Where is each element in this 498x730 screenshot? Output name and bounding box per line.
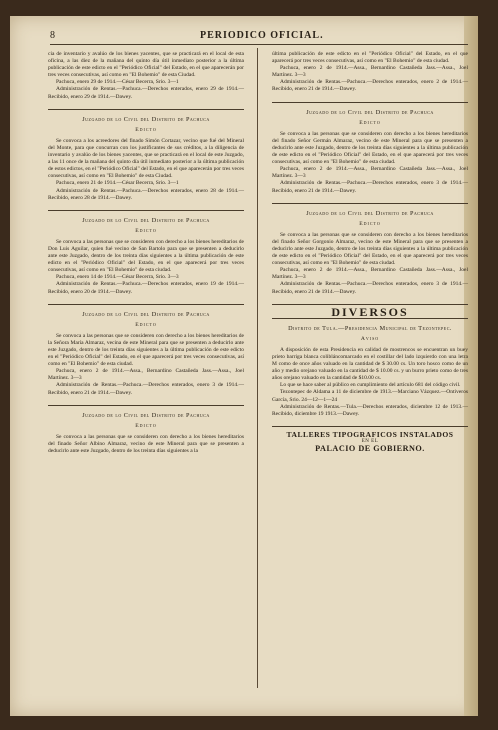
section-heading: Juzgado de lo Civil del Distrito de Pachuca [306,108,434,116]
section-signature: Pachuca, enero 2 de 1914.—Assa., Bernardino Castañeda Jass.—Assa., Joel Martínez. 3—3 [272,166,468,180]
diversos-note: Lo que se hace saber al público en cumplimiento del artículo 681 del código civil. [280,382,461,389]
section-body: Se convoca a las personas que se consideren con derecho a los bienes hereditarios del finado Señor Albino Almaraz, vecino de este Mineral para que se presenten a deducirlo ante este Juzgado, dentro de los treinta días siguientes a la [48,433,244,455]
section-sub: Edicto [359,119,381,126]
section-rule [48,304,244,305]
diversos-heading: Distrito de Tula.—Presidencia Municipal de Tezontepec. [288,324,452,332]
section-sub: Edicto [135,227,157,234]
section-rule [272,203,468,204]
section-signature: Pachuca, enero 2 de 1914.—Assa., Bernardino Castañeda Jass.—Assa., Joel Martínez. 3—3 [272,267,468,281]
section-heading: Juzgado de lo Civil del Distrito de Pachuca [82,216,210,224]
section-signature: Pachuca, enero 2 de 1914.—Assa., Bernardino Castañeda Jass.—Assa., Joel Martínez. 3—3 [48,368,244,382]
right-signature: Pachuca, enero 2 de 1914.—Assa., Bernardino Castañeda Jass.—Assa., Joel Martínez. 3—3 [272,65,468,79]
left-signature: Pachuca, enero 29 de 1914.—César Becerra, Srio. 3—1 [56,79,179,86]
page-number: 8 [50,30,56,41]
section-admin: Administración de Rentas.—Pachuca.—Derechos enterados, enero 28 de 1914.—Recibido, enero 28 de 1914.—Dawey. [48,187,244,201]
diversos-sub: Aviso [360,335,380,342]
left-column [48,51,244,455]
newspaper-page [10,16,478,716]
right-admin: Administración de Rentas.—Pachuca.—Derechos enterados, enero 2 de 1914.—Recibido, enero 21 de 1914.—Dawey. [272,79,468,93]
section-heading: Juzgado de lo Civil del Distrito de Pachuca [306,209,434,217]
section-body: Se convoca a los acreedores del finado Simón Cortazar, vecino que fué del Mineral del Monte, para que concurran con los justificantes de sus créditos, a la diligencia de inventario y avalúo de los bienes yacentes, que se practicará en el local de este Juzgado, a las 11 once de la mañana del quinto día útil inmediato posterior a la última publicación de estos edictos, en el "Periódico Oficial" del Estado, en el que aparecerán por tres veces consecutivas, así como en "El Bohemio" de esta Ciudad. [48,137,244,180]
section-admin: Administración de Rentas.—Pachuca.—Derechos enterados, enero 3 de 1914.—Recibido, enero 21 de 1914.—Dawey. [272,281,468,295]
section-signature: Pachuca, enero 14 de 1914.—César Becerra, Srio. 3—3 [56,274,179,281]
diversos-body: A disposición de esta Presidencia en calidad de mostrencos se encuentran un buey prieto barriga blanca colibláncomarcado en el costillar del lado izquierdo con una letra M como de once años valuado en la cantidad de $ 30.00 cs. Un toro hosco como de un año y medio orejano valuado en la cantidad de $ 10.00 cs. y un burro prieto como de tres años orejano valuado en la cantidad de $10.00 cs. [272,346,468,382]
section-body: Se convoca a las personas que se consideren con derecho a los bienes hereditarios del finado Señor Gorgonio Almaraz, vecino de este Mineral para que se presenten a deducirlo ante este Juzgado, dentro de los treinta días siguientes a la última publicación de este edicto en el "Periódico Oficial" del Estado, en el que aparecerá por tres veces consecutivas, así como en "El Bohemio" de esta ciudad. [272,231,468,267]
section-rule [48,210,244,211]
section-rule [48,109,244,110]
section-body: Se convoca a las personas que se consideren con derecho a los bienes hereditarios del finado Señor Germán Almaraz, vecino de este Mineral para que se presenten a deducirlo ante este Juzgado, dentro de los treinta días siguientes a la última publicación de este edicto en el "Periódico Oficial" del Estado, en el que aparecerá por tres veces consecutivas, así como en "El Bohemio" de esta ciudad. [272,130,468,166]
left-continuation: cia de inventario y avalúo de los bienes yacentes, que se practicará en el local de esta oficina, a las diez de la mañana del quinto día útil inmediato posterior a la última publicación de este edicto en el "Periódico Oficial" del Estado, en el que aparecerán por tres veces consecutivas, así como en "El Bohemio" de esta Ciudad. [48,51,244,79]
right-continuation: última publicación de este edicto en el "Periódico Oficial" del Estado, en el que aparecerá por tres veces consecutivas, así como en "El Bohemio" de esta ciudad. [272,51,468,65]
section-signature: Pachuca, enero 21 de 1914.—César Becerra, Srio. 3—1 [56,180,179,187]
section-sub: Edicto [135,321,157,328]
section-rule [272,426,468,427]
section-sub: Edicto [135,422,157,429]
column-divider [257,48,258,688]
section-body: Se convoca a las personas que se consideren con derecho a los bienes hereditarios de la Señora María Almaraz, vecina de este Mineral para que se presenten a deducirlo ante este Juzgado, dentro de los treinta días siguientes a la última publicación de este edicto en el "Periódico Oficial" del Estado, en el que aparecerá por tres veces consecutivas, así como en "El Bohemio" de esta ciudad. [48,332,244,368]
page-header [50,30,468,45]
diversos-signature: Tezontepec de Aldama a 11 de diciembre de 1913.—Marciano Vázquez.—Ontiveros García, Srio. 24—12—1—24 [272,389,468,403]
diversos-title: DIVERSOS [331,304,409,319]
newspaper-title: PERIODICO OFICIAL. [200,30,324,41]
section-sub: Edicto [359,220,381,227]
section-rule [272,102,468,103]
print-shop-ad [272,431,468,452]
left-admin: Administración de Rentas.—Pachuca.—Derechos enterados, enero 29 de 1914.—Recibido, enero 29 de 1914.—Dawey. [48,86,244,100]
section-rule [48,405,244,406]
section-admin: Administración de Rentas.—Pachuca.—Derechos enterados, enero 19 de 1914.—Recibido, enero 20 de 1914.—Dawey. [48,281,244,295]
section-heading: Juzgado de lo Civil del Distrito de Pachuca [82,115,210,123]
section-admin: Administración de Rentas.—Pachuca.—Derechos enterados, enero 3 de 1914.—Recibido, enero 21 de 1914.—Dawey. [272,180,468,194]
section-admin: Administración de Rentas.—Pachuca.—Derechos enterados, enero 3 de 1914.—Recibido, enero 21 de 1914.—Dawey. [48,382,244,396]
section-heading: Juzgado de lo Civil del Distrito de Pachuca [82,411,210,419]
ad-line-2: EN EL [361,438,379,444]
right-column [272,51,468,452]
ad-line-1: TALLERES TIPOGRAFICOS INSTALADOS [286,429,454,439]
diversos-admin: Administración de Rentas.—Tula.—Derechos enterados, diciembre 12 de 1913.—Recibido, diciembre 19 1913.—Dawey. [272,403,468,417]
section-sub: Edicto [135,126,157,133]
section-heading: Juzgado de lo Civil del Distrito de Pachuca [82,310,210,318]
ad-line-3: PALACIO DE GOBIERNO. [315,444,425,454]
section-body: Se convoca a las personas que se consideren con derecho a los bienes hereditarios de Don Luis Aguilar, quien fué vecino de San Bartolo para que se presenten a deducirlo ante este Juzgado, dentro de los treinta días siguientes a la última publicación de este edicto en el "Periódico Oficial" del Estado, en el que aparecerá por tres veces consecutivas, así como en "El Bohemio" de esta ciudad. [48,238,244,274]
